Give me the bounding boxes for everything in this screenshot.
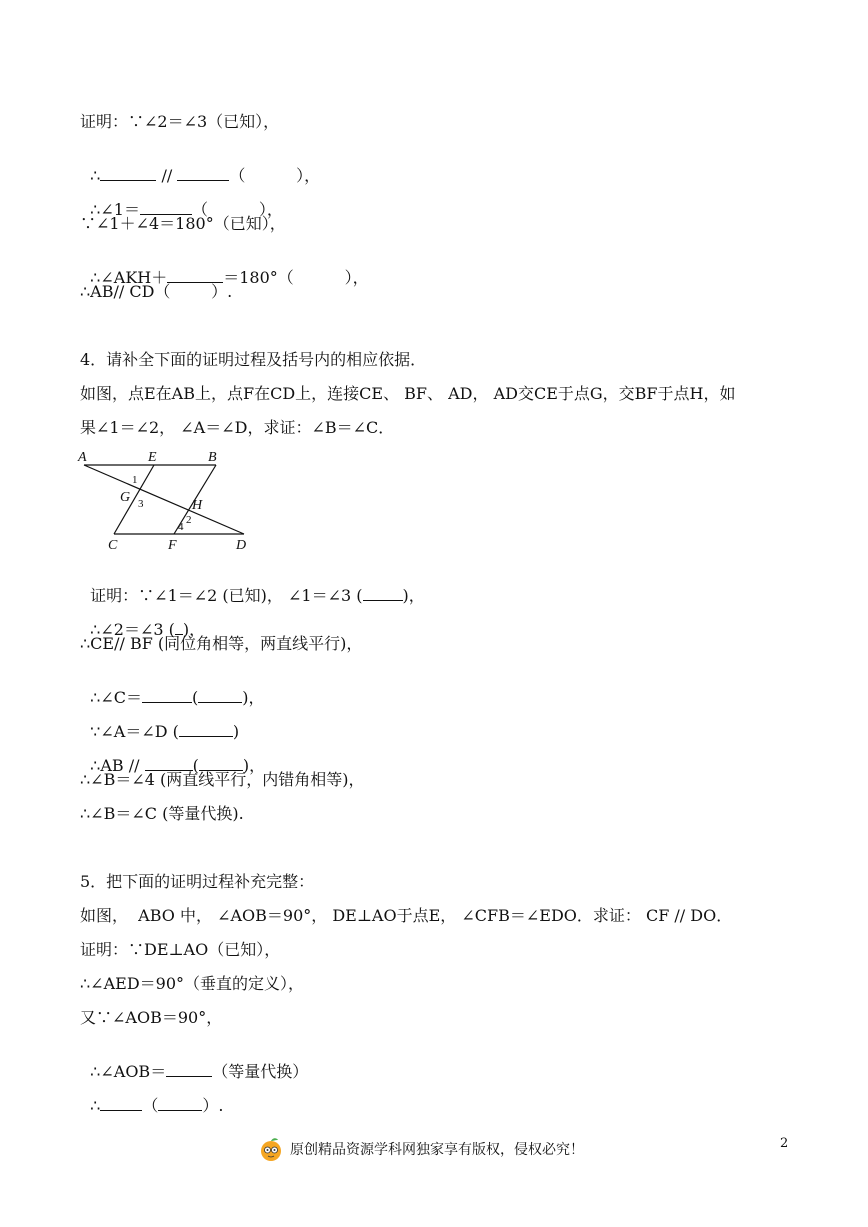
statement: )， xyxy=(402,586,425,605)
statement: ∴∠AOB＝ xyxy=(90,1062,167,1081)
statement: ∴∠AKH＋ xyxy=(90,268,168,287)
proof4-line7: ∴∠B＝∠4 (两直线平行，内错角相等)， xyxy=(80,770,365,789)
statement: ∴AB // xyxy=(90,756,145,775)
proof3-line1: 证明：∵∠2＝∠3（已知）， xyxy=(80,112,280,131)
statement: ）. xyxy=(202,1096,224,1115)
statement: ) xyxy=(232,722,240,741)
point-label: D xyxy=(236,538,247,553)
fill-blank[interactable] xyxy=(166,1062,212,1077)
copyright-notice: 原创精品资源学科网独家享有版权，侵权必究！ xyxy=(290,1142,584,1158)
fill-blank[interactable] xyxy=(175,620,183,635)
fill-blank[interactable] xyxy=(177,166,229,181)
fill-blank[interactable] xyxy=(145,756,193,771)
proof5-line1: 证明：∵DE⊥AO（已知）， xyxy=(80,940,281,959)
angle-label: 2 xyxy=(186,514,192,526)
proof5-line3: 又∵∠AOB＝90°， xyxy=(80,1008,223,1027)
statement: ∴∠C＝ xyxy=(90,688,143,707)
question4-desc-line2: 果∠1＝∠2， ∠A＝∠D，求证：∠B＝∠C． xyxy=(80,418,395,437)
point-label: C xyxy=(108,538,118,553)
statement: ∴ xyxy=(90,1096,101,1115)
fill-blank[interactable] xyxy=(199,756,243,771)
question5-title: 5．把下面的证明过程补充完整： xyxy=(80,872,315,891)
page-number: 2 xyxy=(780,1136,789,1151)
orange-logo-icon xyxy=(258,1136,284,1162)
page-footer xyxy=(258,1136,584,1162)
reason-paren: ＝180°（ ）， xyxy=(223,268,369,287)
reason-paren: （ ）， xyxy=(191,200,283,219)
statement: )， xyxy=(242,756,266,775)
point-label: G xyxy=(120,490,131,505)
statement: )， xyxy=(242,688,265,707)
proof4-line8: ∴∠B＝∠C (等量代换). xyxy=(80,804,244,823)
fill-blank[interactable] xyxy=(142,688,192,703)
statement: ∴∠2＝∠3 ( xyxy=(90,620,175,639)
fill-blank[interactable] xyxy=(363,586,403,601)
proof3-line6: ∴AB// CD（ ）. xyxy=(80,282,233,301)
point-label: A xyxy=(78,450,87,465)
angle-label: 3 xyxy=(138,498,144,510)
angle-label: 4 xyxy=(178,521,184,533)
question5-desc: 如图， ABO 中， ∠AOB＝90°， DE⊥AO于点E， ∠CFB＝∠EDO．求证： CF // DO． xyxy=(80,906,733,925)
fill-blank[interactable] xyxy=(167,268,223,283)
geometry-figure xyxy=(74,447,264,557)
angle-label: 1 xyxy=(132,474,138,486)
parallel-sign: // xyxy=(156,166,178,185)
point-label: F xyxy=(168,538,177,553)
statement: ∴∠1＝ xyxy=(90,200,140,219)
statement: ∵∠A＝∠D ( xyxy=(90,722,179,741)
reason-paren: （ ）， xyxy=(229,166,321,185)
proof5-line5 xyxy=(80,1076,223,1116)
statement: ( xyxy=(192,688,199,707)
point-label: E xyxy=(148,450,157,465)
fill-blank[interactable] xyxy=(100,1096,142,1111)
statement: )， xyxy=(182,620,206,639)
fill-blank[interactable] xyxy=(198,688,242,703)
proof3-line4: ∵∠1＋∠4＝180°（已知）， xyxy=(80,214,286,233)
fill-blank[interactable] xyxy=(179,722,233,737)
therefore-mark: ∴ xyxy=(90,166,101,185)
statement: ( xyxy=(192,756,199,775)
point-label: H xyxy=(192,498,203,513)
proof4-line3: ∴CE// BF (同位角相等，两直线平行)， xyxy=(80,634,363,653)
question4-title: 4．请补全下面的证明过程及括号内的相应依据． xyxy=(80,350,427,369)
fill-blank[interactable] xyxy=(158,1096,202,1111)
fill-blank[interactable] xyxy=(140,200,192,215)
statement: （等量代换） xyxy=(212,1062,309,1081)
statement: （ xyxy=(142,1096,159,1115)
statement: 证明：∵∠1＝∠2 (已知)， ∠1＝∠3 ( xyxy=(90,586,363,605)
fill-blank[interactable] xyxy=(100,166,156,181)
proof5-line2: ∴∠AED＝90°（垂直的定义）， xyxy=(80,974,305,993)
line-ad xyxy=(84,465,244,534)
question4-desc-line1: 如图，点E在AB上，点F在CD上，连接CE、 BF、 AD， AD交CE于点G，交BF于点H，如 xyxy=(80,384,736,403)
point-label: B xyxy=(208,450,217,465)
